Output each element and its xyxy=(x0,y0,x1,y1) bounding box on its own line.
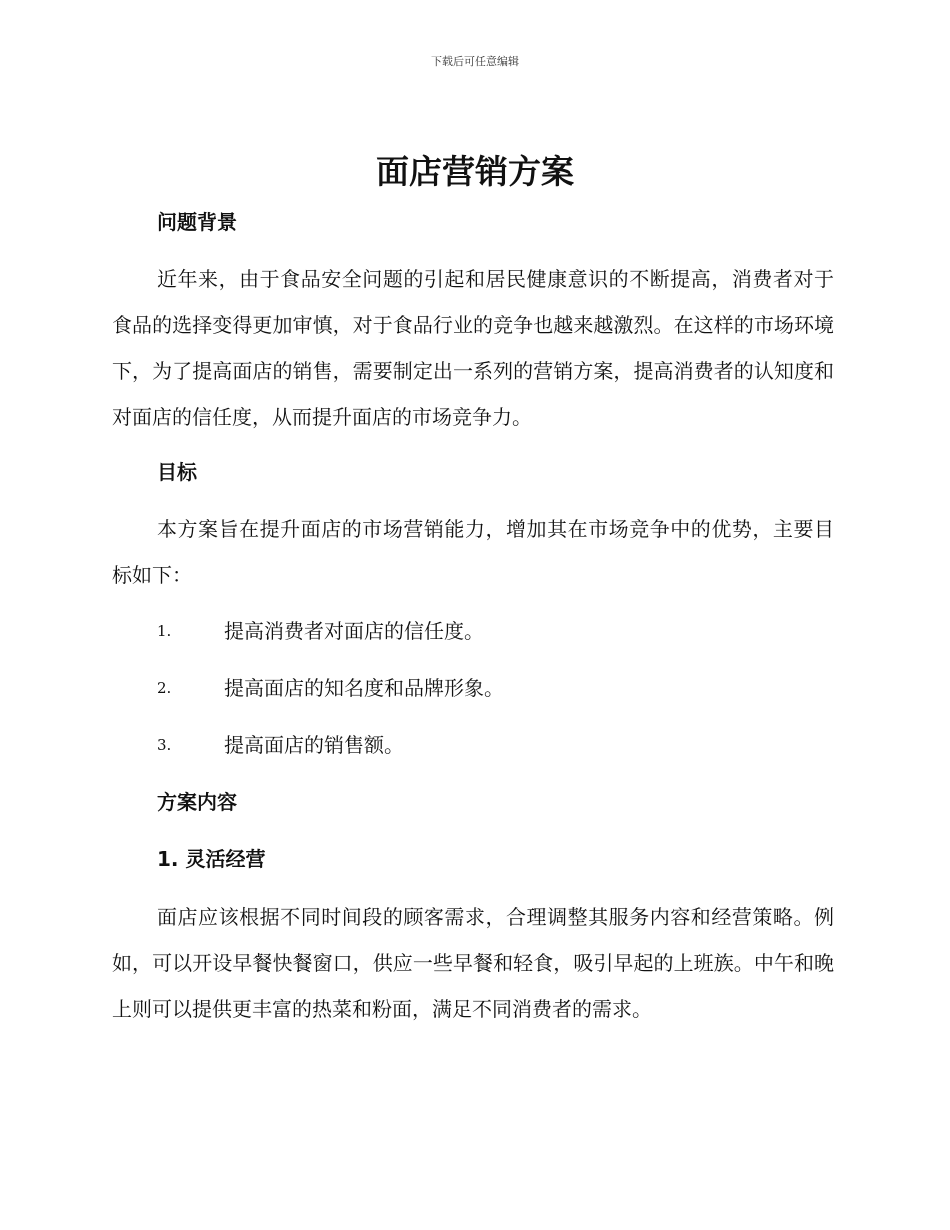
list-item-text: 提高面店的销售额。 xyxy=(224,733,404,757)
goal-list-item xyxy=(157,731,837,759)
content-paragraph: 面店应该根据不同时间段的顾客需求，合理调整其服务内容和经营策略。例如，可以开设早餐快餐窗口，供应一些早餐和轻食，吸引早起的上班族。中午和晚上则可以提供更丰富的热菜和粉面，满足不同消费者的需求。 xyxy=(112,905,834,1021)
list-item-number: 2. xyxy=(157,679,172,697)
list-item-text: 提高消费者对面店的信任度。 xyxy=(224,619,484,643)
goal-paragraph: 本方案旨在提升面店的市场营销能力，增加其在市场竞争中的优势，主要目标如下： xyxy=(112,517,834,587)
list-item-number: 1. xyxy=(157,622,172,640)
goal-list-item xyxy=(157,617,837,645)
section-heading-goal: 目标 xyxy=(157,460,197,484)
goal-list-item xyxy=(157,674,837,702)
page-header-note: 下载后可任意编辑 xyxy=(431,55,519,68)
subsection-heading-flexible-operation: 1. 灵活经营 xyxy=(157,847,266,871)
section-heading-content: 方案内容 xyxy=(157,790,237,814)
list-item-number: 3. xyxy=(157,736,172,754)
list-item-text: 提高面店的知名度和品牌形象。 xyxy=(224,676,504,700)
background-paragraph: 近年来，由于食品安全问题的引起和居民健康意识的不断提高，消费者对于食品的选择变得更加审慎，对于食品行业的竞争也越来越激烈。在这样的市场环境下，为了提高面店的销售，需要制定出一系列的营销方案，提高消费者的认知度和对面店的信任度，从而提升面店的市场竞争力。 xyxy=(112,267,834,429)
document-title: 面店营销方案 xyxy=(376,152,574,191)
section-heading-background: 问题背景 xyxy=(157,210,237,234)
